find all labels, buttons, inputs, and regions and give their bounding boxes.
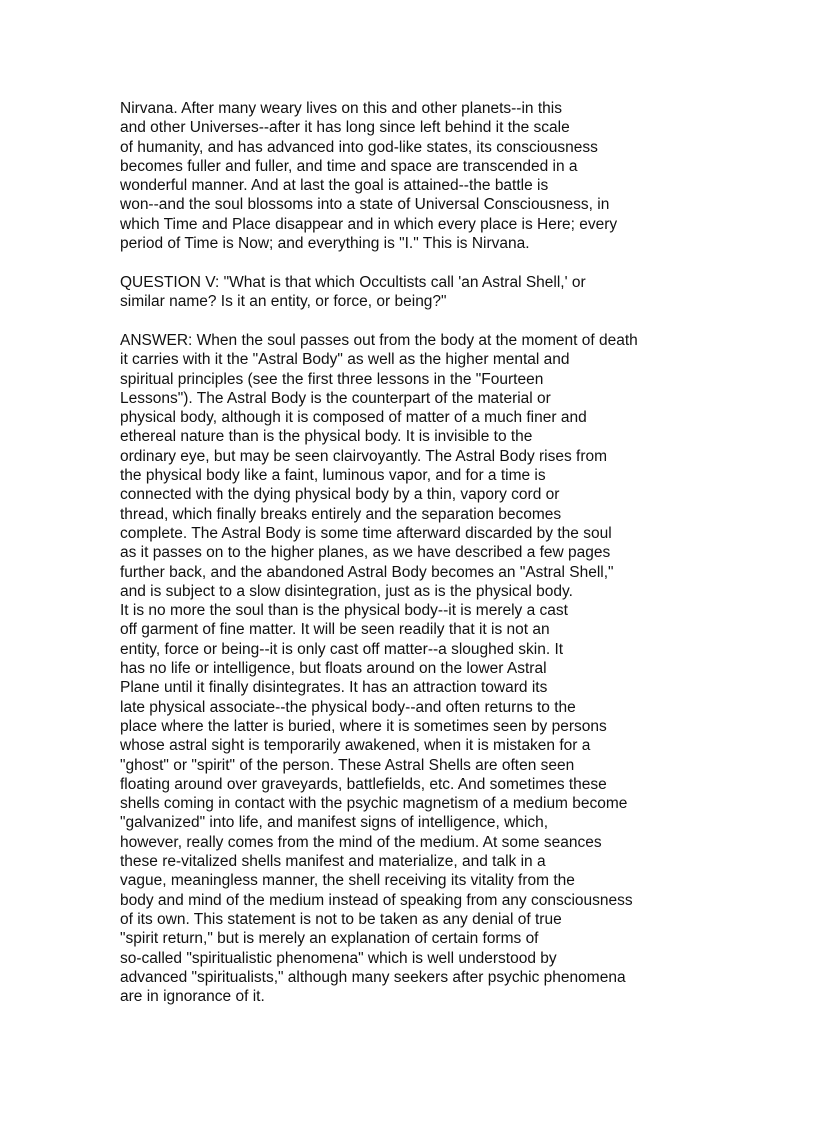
text-line: which Time and Place disappear and in which every place is Here; every bbox=[120, 215, 618, 233]
text-line: it carries with it the "Astral Body" as well as the higher mental and bbox=[120, 351, 570, 369]
text-line: of humanity, and has advanced into god-like states, its consciousness bbox=[120, 138, 598, 156]
paragraph-answer bbox=[120, 331, 780, 1006]
text-line: the physical body like a faint, luminous vapor, and for a time is bbox=[120, 467, 546, 485]
text-line: has no life or intelligence, but floats around on the lower Astral bbox=[120, 660, 547, 678]
text-line: becomes fuller and fuller, and time and space are transcended in a bbox=[120, 157, 578, 175]
text-line: floating around over graveyards, battlefields, etc. And sometimes these bbox=[120, 775, 607, 793]
text-line: "spirit return," but is merely an explanation of certain forms of bbox=[120, 930, 539, 948]
text-line: won--and the soul blossoms into a state of Universal Consciousness, in bbox=[120, 196, 610, 214]
text-line: Plane until it finally disintegrates. It has an attraction toward its bbox=[120, 679, 548, 697]
text-line: place where the latter is buried, where it is sometimes seen by persons bbox=[120, 717, 607, 735]
text-line: whose astral sight is temporarily awakened, when it is mistaken for a bbox=[120, 737, 591, 755]
paragraph-question-v bbox=[120, 273, 780, 312]
paragraph-nirvana bbox=[120, 99, 780, 253]
text-line: and is subject to a slow disintegration, just as is the physical body. bbox=[120, 582, 573, 600]
text-line: vague, meaningless manner, the shell receiving its vitality from the bbox=[120, 872, 575, 890]
text-line: physical body, although it is composed of matter of a much finer and bbox=[120, 409, 587, 427]
text-line: ordinary eye, but may be seen clairvoyantly. The Astral Body rises from bbox=[120, 447, 608, 465]
text-line: shells coming in contact with the psychic magnetism of a medium become bbox=[120, 795, 628, 813]
text-line: late physical associate--the physical body--and often returns to the bbox=[120, 698, 576, 716]
text-line: "ghost" or "spirit" of the person. These Astral Shells are often seen bbox=[120, 756, 575, 774]
text-line: body and mind of the medium instead of speaking from any consciousness bbox=[120, 891, 633, 909]
text-line: are in ignorance of it. bbox=[120, 988, 265, 1006]
text-line: Nirvana. After many weary lives on this and other planets--in this bbox=[120, 100, 562, 117]
text-line: these re-vitalized shells manifest and materialize, and talk in a bbox=[120, 853, 546, 871]
text-line: so-called "spiritualistic phenomena" which is well understood by bbox=[120, 949, 557, 967]
text-line: thread, which finally breaks entirely and the separation becomes bbox=[120, 505, 562, 523]
text-line: "galvanized" into life, and manifest signs of intelligence, which, bbox=[120, 814, 549, 832]
text-line: ANSWER: When the soul passes out from the body at the moment of death bbox=[120, 332, 638, 349]
text-line: complete. The Astral Body is some time afterward discarded by the soul bbox=[120, 524, 612, 542]
text-line: spiritual principles (see the first three lessons in the "Fourteen bbox=[120, 370, 544, 388]
text-line: further back, and the abandoned Astral Body becomes an "Astral Shell," bbox=[120, 563, 614, 581]
text-line: advanced "spiritualists," although many seekers after psychic phenomena bbox=[120, 968, 626, 986]
text-line: period of Time is Now; and everything is "I." This is Nirvana. bbox=[120, 235, 530, 253]
text-line: wonderful manner. And at last the goal is attained--the battle is bbox=[120, 177, 549, 195]
text-line: similar name? Is it an entity, or force, or being?" bbox=[120, 293, 447, 311]
text-line: of its own. This statement is not to be taken as any denial of true bbox=[120, 910, 562, 928]
text-line: and other Universes--after it has long since left behind it the scale bbox=[120, 119, 570, 137]
text-line: Lessons"). The Astral Body is the counterpart of the material or bbox=[120, 389, 551, 407]
text-line: It is no more the soul than is the physical body--it is merely a cast bbox=[120, 602, 568, 620]
text-line: however, really comes from the mind of the medium. At some seances bbox=[120, 833, 602, 851]
text-line: off garment of fine matter. It will be seen readily that it is not an bbox=[120, 621, 550, 639]
text-line: QUESTION V: "What is that which Occultists call 'an Astral Shell,' or bbox=[120, 274, 586, 291]
text-line: entity, force or being--it is only cast off matter--a sloughed skin. It bbox=[120, 640, 564, 658]
text-line: as it passes on to the higher planes, as we have described a few pages bbox=[120, 544, 611, 562]
text-line: ethereal nature than is the physical body. It is invisible to the bbox=[120, 428, 533, 446]
text-line: connected with the dying physical body by a thin, vapory cord or bbox=[120, 486, 560, 504]
